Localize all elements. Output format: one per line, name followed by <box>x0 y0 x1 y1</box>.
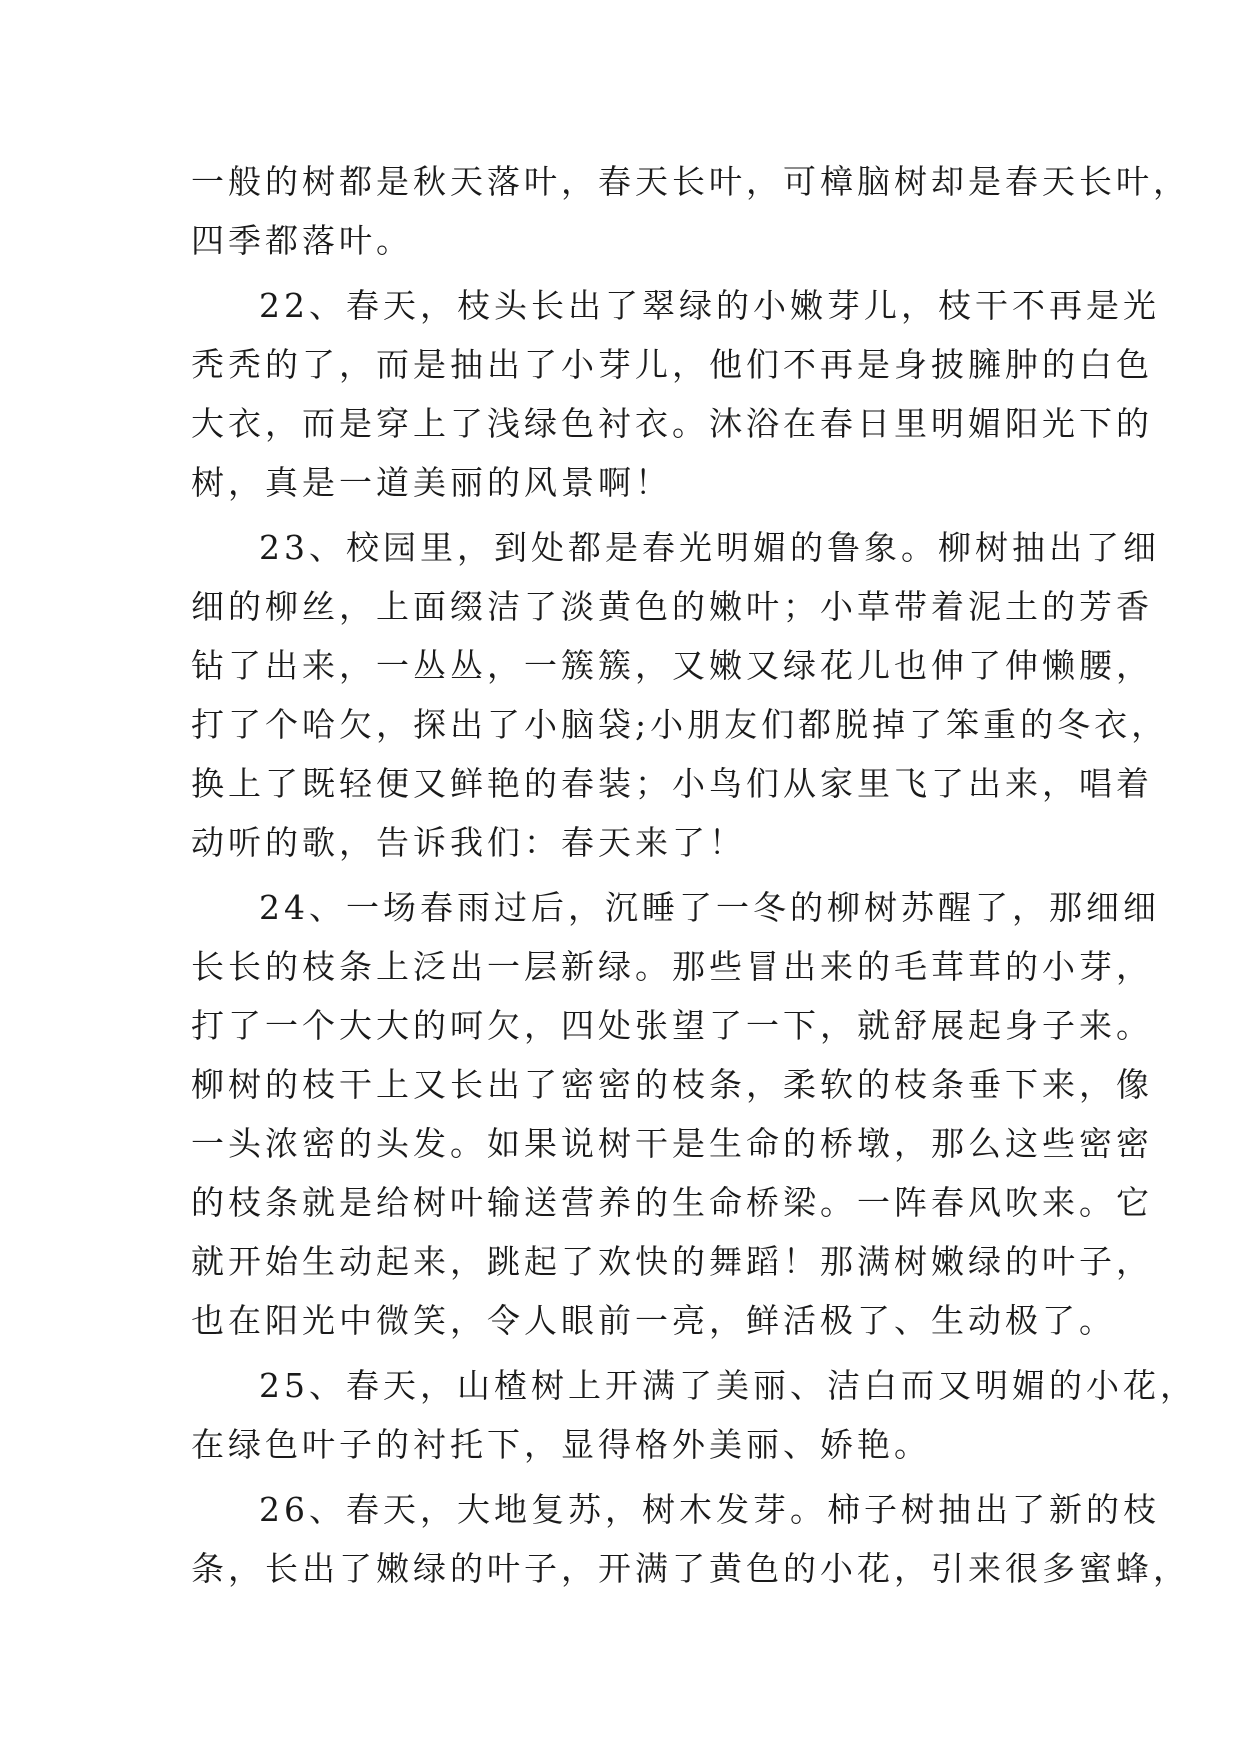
text-line: 就开始生动起来，跳起了欢快的舞蹈！那满树嫩绿的叶子， <box>191 1242 1153 1281</box>
paragraph-21-end <box>191 152 1190 270</box>
text-line: 打了一个大大的呵欠，四处张望了一下，就舒展起身子来。 <box>191 1006 1153 1045</box>
text-line: 25、春天，山楂树上开满了美丽、洁白而又明媚的小花， <box>259 1366 1197 1405</box>
document-body <box>191 152 1197 1598</box>
paragraph-24 <box>191 878 1160 1350</box>
paragraph-23 <box>191 518 1169 872</box>
text-line: 的枝条就是给树叶输送营养的生命桥梁。一阵春风吹来。它 <box>191 1183 1153 1222</box>
text-line: 一般的树都是秋天落叶，春天长叶，可樟脑树却是春天长叶， <box>191 162 1190 201</box>
text-line: 大衣，而是穿上了浅绿色衬衣。沐浴在春日里明媚阳光下的 <box>191 404 1153 443</box>
text-line: 条，长出了嫩绿的叶子，开满了黄色的小花，引来很多蜜蜂， <box>191 1549 1190 1588</box>
text-line: 动听的歌，告诉我们：春天来了！ <box>191 823 746 862</box>
text-line: 树，真是一道美丽的风景啊！ <box>191 463 672 502</box>
text-line: 23、校园里，到处都是春光明媚的鲁象。柳树抽出了细 <box>259 528 1160 567</box>
paragraph-22 <box>191 276 1160 512</box>
text-line: 换上了既轻便又鲜艳的春装；小鸟们从家里飞了出来，唱着 <box>191 764 1153 803</box>
text-line: 也在阳光中微笑，令人眼前一亮，鲜活极了、生动极了。 <box>191 1301 1116 1340</box>
text-line: 长长的枝条上泛出一层新绿。那些冒出来的毛茸茸的小芽， <box>191 947 1153 986</box>
text-line: 四季都落叶。 <box>191 221 413 260</box>
paragraph-26 <box>191 1480 1190 1598</box>
text-line: 细的柳丝，上面缀洁了淡黄色的嫩叶；小草带着泥土的芳香 <box>191 587 1153 626</box>
paragraph-25 <box>191 1356 1197 1474</box>
text-line: 一头浓密的头发。如果说树干是生命的桥墩，那么这些密密 <box>191 1124 1153 1163</box>
text-line: 在绿色叶子的衬托下，显得格外美丽、娇艳。 <box>191 1425 931 1464</box>
text-line: 24、一场春雨过后，沉睡了一冬的柳树苏醒了，那细细 <box>259 888 1160 927</box>
text-line: 秃秃的了，而是抽出了小芽儿，他们不再是身披臃肿的白色 <box>191 345 1153 384</box>
text-line: 22、春天，枝头长出了翠绿的小嫩芽儿，枝干不再是光 <box>259 286 1160 325</box>
text-line: 26、春天，大地复苏，树木发芽。柿子树抽出了新的枝 <box>259 1490 1160 1529</box>
text-line: 打了个哈欠，探出了小脑袋;小朋友们都脱掉了笨重的冬衣， <box>191 705 1169 744</box>
text-line: 柳树的枝干上又长出了密密的枝条，柔软的枝条垂下来，像 <box>191 1065 1153 1104</box>
text-line: 钻了出来，一丛丛，一簇簇，又嫩又绿花儿也伸了伸懒腰， <box>191 646 1153 685</box>
